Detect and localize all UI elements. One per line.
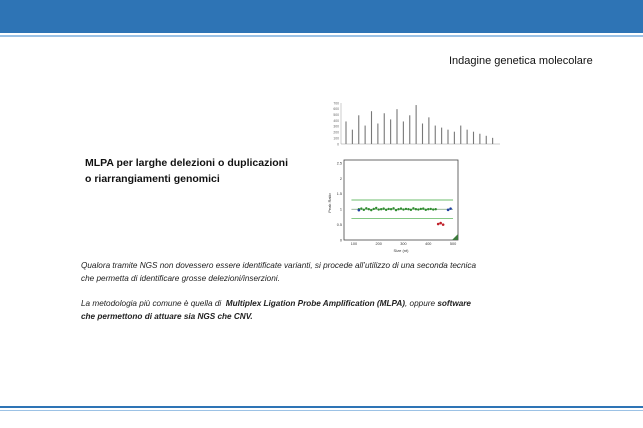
data-point-normal — [377, 208, 379, 210]
y-tick-label: 0.5 — [336, 222, 342, 227]
electro-y-tick-label: 0 — [337, 142, 339, 147]
data-point-normal — [432, 208, 434, 210]
heading-line-1: MLPA per larghe delezioni o duplicazioni — [85, 157, 289, 169]
electro-y-tick-label: 700 — [333, 101, 339, 106]
y-tick-label: 0 — [339, 238, 342, 243]
y-tick-label: 1.5 — [336, 192, 342, 197]
data-point-normal — [390, 208, 392, 210]
section-heading — [85, 155, 315, 187]
y-tick-label: 1 — [339, 207, 342, 212]
x-tick-label: 500 — [449, 242, 457, 246]
y-tick-label: 2.5 — [336, 161, 342, 166]
data-point-normal — [380, 208, 382, 210]
electropherogram-chart — [325, 100, 505, 150]
data-point-normal — [430, 208, 432, 210]
footer-divider-thin — [0, 410, 643, 411]
x-tick-label: 400 — [425, 242, 432, 246]
paragraph-mlpa — [81, 298, 481, 323]
x-tick-label: 100 — [350, 242, 358, 246]
data-point-normal — [395, 209, 397, 211]
x-axis-label: Size (nt) — [393, 248, 409, 253]
data-point-normal — [400, 207, 402, 209]
data-point-normal — [427, 208, 429, 210]
data-point-normal — [407, 208, 409, 210]
footer-divider — [0, 406, 643, 408]
title-bar — [0, 0, 643, 33]
data-point-deleted — [442, 223, 445, 226]
y-axis-label: Peak Ratio — [327, 193, 332, 213]
electro-y-tick-label: 200 — [333, 130, 339, 135]
software-term: software che permettono di attuare sia NGS che CNV. — [81, 299, 471, 321]
data-point-control — [449, 207, 452, 210]
data-point-normal — [387, 208, 389, 210]
data-point-normal — [370, 209, 372, 211]
data-point-normal — [402, 208, 404, 210]
data-point-normal — [425, 209, 427, 211]
data-point-normal — [420, 208, 422, 210]
data-point-deleted — [437, 223, 440, 226]
data-point-normal — [360, 207, 362, 209]
heading-line-2: o riarrangiamenti genomici — [85, 173, 220, 185]
mlpa-ratio-chart — [328, 158, 463, 253]
data-point-normal — [373, 208, 375, 210]
data-point-normal — [365, 207, 367, 209]
electro-y-tick-label: 300 — [333, 124, 339, 129]
data-point-normal — [412, 207, 414, 209]
data-point-normal — [397, 208, 399, 210]
data-point-normal — [415, 208, 417, 210]
paragraph-mlpa-text1: La metodologia più comune è quella di — [81, 299, 222, 308]
data-point-control — [358, 209, 361, 212]
electro-y-tick-label: 100 — [333, 136, 339, 141]
data-point-normal — [363, 209, 365, 211]
data-point-normal — [405, 208, 407, 210]
paragraph-ngs: Qualora tramite NGS non dovessero essere identificate varianti, si procede all’utilizzo di una seconda tecnica che permetta di identificare grosse delezioni/inserzioni. — [81, 261, 477, 283]
data-point-normal — [422, 207, 424, 209]
x-tick-label: 200 — [375, 242, 382, 246]
data-point-normal — [368, 208, 370, 210]
data-point-normal — [382, 207, 384, 209]
electro-y-tick-label: 500 — [333, 113, 339, 118]
data-point-deleted — [439, 222, 442, 225]
header-divider — [0, 35, 643, 37]
data-point-normal — [417, 208, 419, 210]
data-point-normal — [410, 209, 412, 211]
page-header-title: Indagine genetica molecolare — [449, 55, 593, 67]
data-point-control — [447, 209, 450, 212]
electro-y-tick-label: 400 — [333, 118, 339, 123]
data-point-normal — [434, 208, 436, 210]
data-point-normal — [375, 207, 377, 209]
y-tick-label: 2 — [339, 176, 342, 181]
electro-y-tick-label: 600 — [333, 107, 339, 112]
paragraph-mlpa-text2: , oppure — [404, 299, 436, 308]
data-point-normal — [385, 209, 387, 211]
mlpa-term: Multiplex Ligation Probe Amplification (MLPA) — [225, 299, 405, 308]
x-tick-label: 300 — [400, 242, 407, 246]
data-point-normal — [392, 207, 394, 209]
